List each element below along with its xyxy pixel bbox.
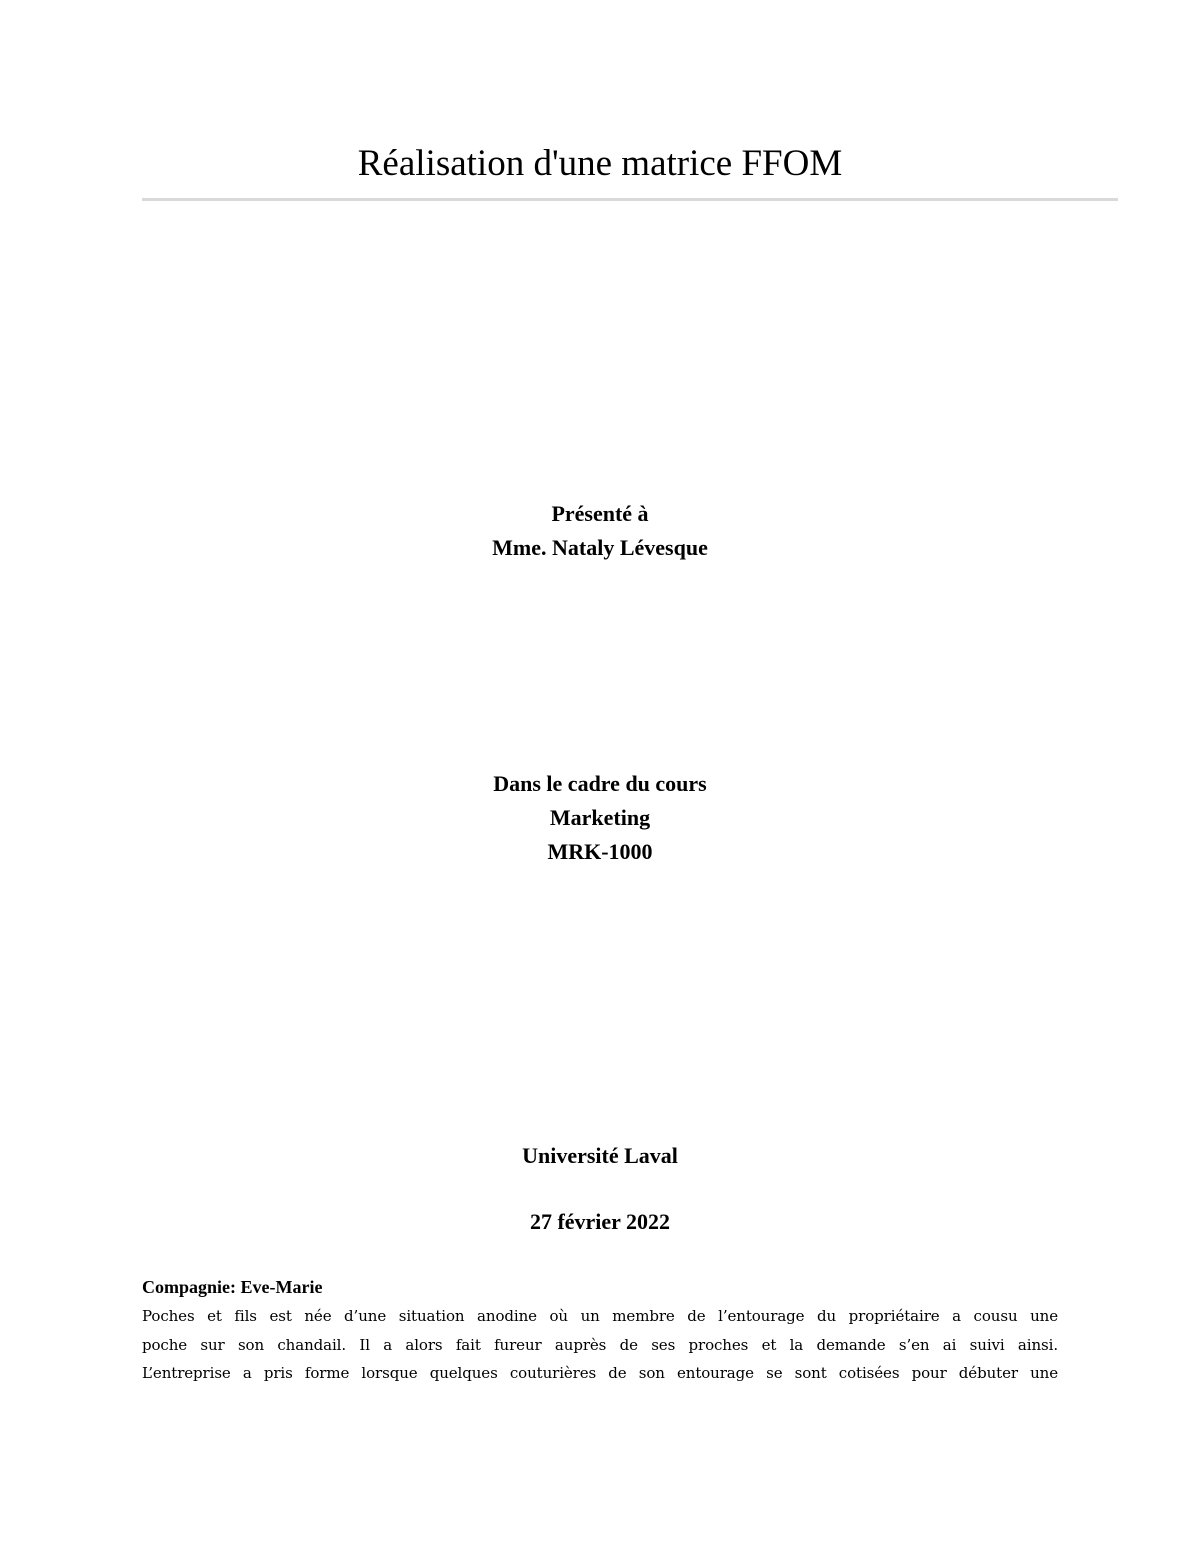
course-context-label: Dans le cadre du cours [493,771,707,796]
professor-name: Mme. Nataly Lévesque [492,535,708,560]
paragraph-line: L’entreprise a pris forme lorsque quelques couturières de son entourage se sont cotisées pour débuter une [142,1364,1058,1382]
presented-to-block [0,497,1200,565]
document-title: Réalisation d'une matrice FFOM [357,143,843,184]
course-code: MRK-1000 [547,839,653,864]
course-name: Marketing [549,805,651,830]
company-heading: Compagnie: Eve-Marie [142,1277,323,1297]
university-name: Université Laval [522,1143,678,1168]
document-date: 27 février 2022 [529,1209,671,1234]
presented-to-label: Présenté à [551,501,649,526]
paragraph-line: Poches et fils est née d’une situation anodine où un membre de l’entourage du propriétaire a cousu une [142,1307,1058,1325]
title-divider [142,198,1118,201]
company-description-paragraph [142,1302,1058,1388]
paragraph-line: poche sur son chandail. Il a alors fait fureur auprès de ses proches et la demande s’en ai suivi ainsi. [142,1335,1058,1354]
course-block [0,767,1200,869]
